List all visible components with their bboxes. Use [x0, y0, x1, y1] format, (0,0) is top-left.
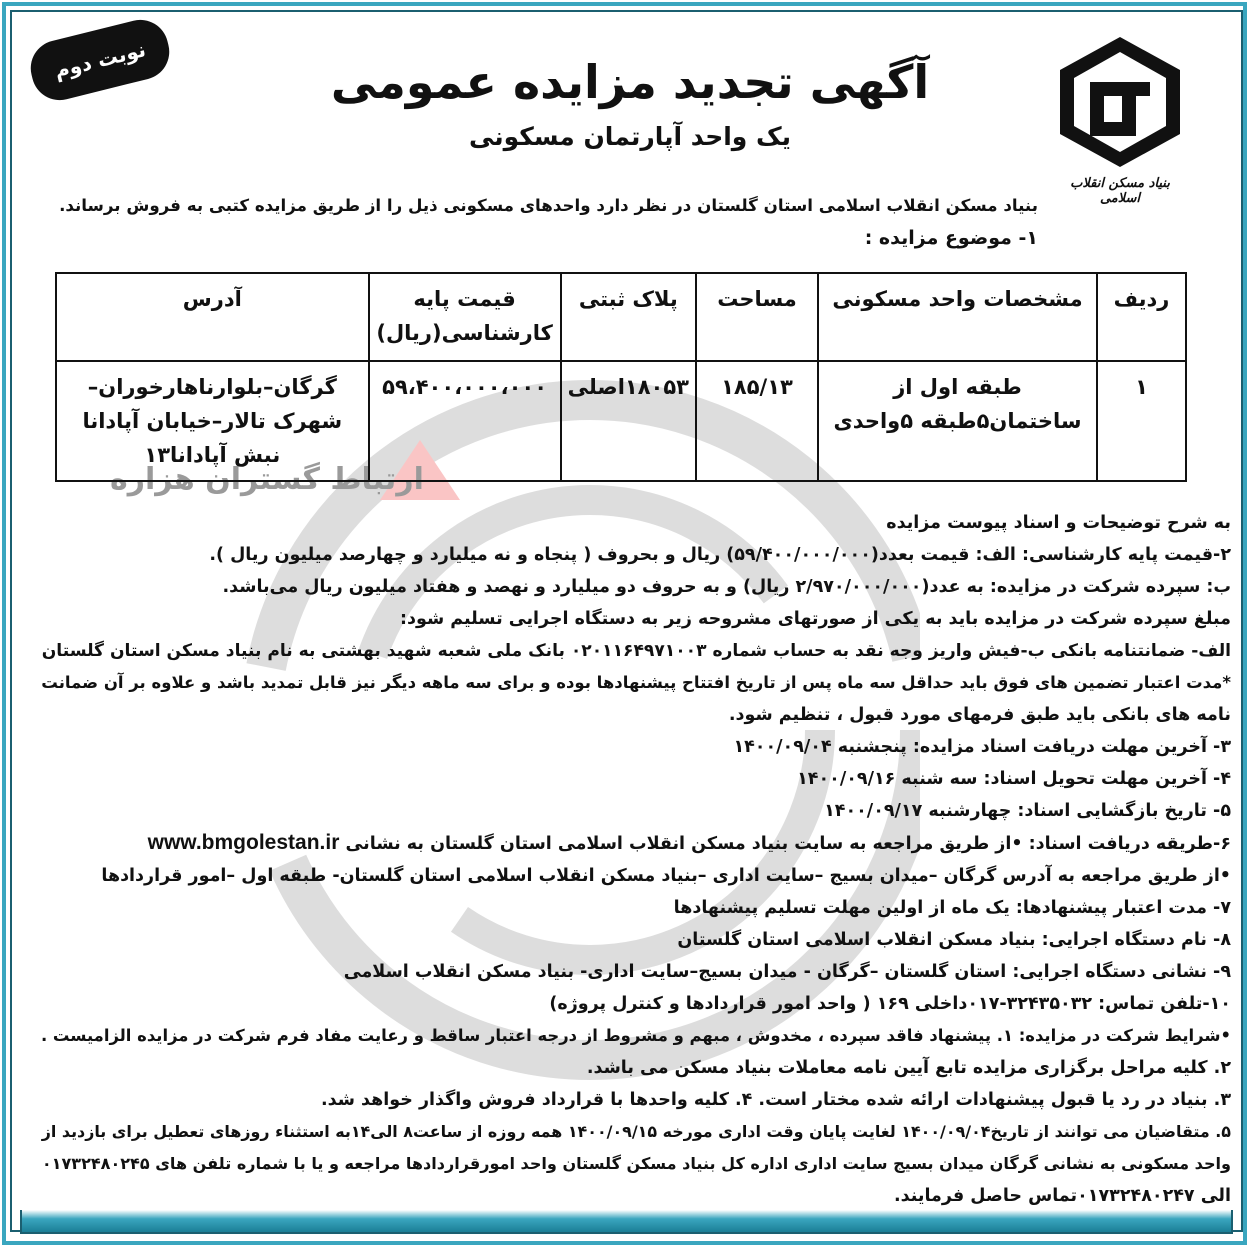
body-line: ۲. کلیه مراحل برگزاری مزایده تابع آیین نامه معاملات بنیاد مسکن می باشد. — [586, 1058, 1231, 1078]
foundation-logo — [1050, 32, 1190, 206]
cell-plate: ۱۸۰۵۳اصلی — [561, 361, 696, 481]
body-line: ۷- مدت اعتبار پیشنهادها: یک ماه از اولین مهلت تسلیم پیشنهادها — [673, 898, 1231, 918]
documents-method-text: ۶-طریقه دریافت اسناد: •از طریق مراجعه به سایت بنیاد مسکن انقلاب اسلامی استان گلستان به نشانی — [345, 834, 1231, 854]
body-line: ب: سپرده شرکت در مزایده: به عدد(۲/۹۷۰/۰۰۰/۰۰۰ ریال) و به حروف دو میلیارد و نهصد و هفتاد میلیون ریال می‌باشد. — [222, 577, 1231, 597]
body-line-documents — [16, 827, 1231, 860]
body-line: ۳. بنیاد در رد یا قبول پیشنهادات ارائه شده مختار است. ۴. کلیه واحدها با قرارداد فروش واگذار خواهد شد. — [320, 1090, 1231, 1110]
watermark-text: ارتباط گستران هزاره — [110, 462, 424, 497]
body-line: ۸- نام دستگاه اجرایی: بنیاد مسکن انقلاب اسلامی استان گلستان — [677, 930, 1231, 950]
intro-block — [38, 190, 1038, 254]
second-notice-badge: نوبت دوم — [25, 14, 175, 106]
body-line: ۱۰-تلفن تماس: ۳۲۴۳۵۰۳۲-۰۱۷داخلی ۱۶۹ ( واحد امور قراردادها و کنترل پروژه) — [549, 994, 1231, 1014]
header-address: آدرس — [56, 273, 369, 361]
table-row — [56, 361, 1186, 481]
cell-area: ۱۸۵/۱۳ — [696, 361, 818, 481]
cell-row-number: ۱ — [1097, 361, 1186, 481]
body-line: ۵. متقاضیان می توانند از تاریخ۱۴۰۰/۰۹/۰۴ لغایت پایان وقت اداری مورخه ۱۴۰۰/۰۹/۱۵ همه روزه از ساعت۸ الی۱۴به استثناء روزهای تعطیل برای بازدید از — [41, 1122, 1231, 1141]
body-line: ۳- آخرین مهلت دریافت اسناد مزایده: پنجشنبه ۱۴۰۰/۰۹/۰۴ — [733, 737, 1231, 757]
body-line: ۴- آخرین مهلت تحویل اسناد: سه شنبه ۱۴۰۰/۰۹/۱۶ — [797, 769, 1231, 789]
logo-caption: بنیاد مسکن انقلاب اسلامی — [1070, 176, 1170, 206]
subject-label: ۱- موضوع مزایده : — [864, 227, 1038, 249]
header-plate: پلاک ثبتی — [561, 273, 696, 361]
housing-foundation-logo-icon — [1050, 32, 1190, 172]
notice-body — [16, 507, 1231, 1212]
body-line: به شرح توضیحات و اسناد پیوست مزایده — [886, 513, 1231, 533]
body-line: ۵- تاریخ بازگشایی اسناد: چهارشنبه ۱۴۰۰/۰۹/۱۷ — [824, 801, 1231, 821]
auction-table — [55, 272, 1187, 482]
website-link[interactable]: www.bmgolestan.ir — [147, 831, 340, 854]
body-line: واحد مسکونی به نشانی گرگان میدان بسیج سایت اداری اداره کل بنیاد مسکن گلستان واحد امورقراردادها مراجعه و یا با شماره تلفن های ۰۱۷۳۲۴۸۰۲۴۵ — [41, 1154, 1231, 1173]
header-unit-specs: مشخصات واحد مسکونی — [818, 273, 1097, 361]
intro-text: بنیاد مسکن انقلاب اسلامی استان گلستان در نظر دارد واحدهای مسکونی ذیل را از طریق مزایده کتبی به فروش برساند. — [59, 196, 1038, 215]
body-line: ۲-قیمت پایه کارشناسی: الف: قیمت بعدد(۵۹/۴۰۰/۰۰۰/۰۰۰) ریال و بحروف ( پنجاه و نه میلیارد و چهارصد میلیون ریال ). — [209, 545, 1231, 565]
table-header-row — [56, 273, 1186, 361]
cell-unit-specs: طبقه اول از ساختمان۵طبقه ۵واحدی — [818, 361, 1097, 481]
body-line: *مدت اعتبار تضمین های فوق باید حداقل سه ماه پس از تاریخ افتتاح پیشنهادها بوده و برای سه ماهه دیگر نیز قابل تمدید باشد و علاوه بر آن ضمانت — [41, 673, 1231, 692]
body-line: الف- ضمانتنامه بانکی ب-فیش واریز وجه نقد به حساب شماره ۰۲۰۱۱۶۴۹۷۱۰۰۳ بانک ملی شعبه شهید بهشتی به نام بنیاد مسکن استان گلستان — [41, 641, 1231, 661]
header-row-number: ردیف — [1097, 273, 1186, 361]
body-line: •شرایط شرکت در مزایده: ۱. پیشنهاد فاقد سپرده ، مخدوش ، مبهم و مشروط از درجه اعتبار ساقط و رعایت مفاد فرم شرکت در مزایده الزامیست . — [40, 1026, 1231, 1045]
body-line: مبلغ سپرده شرکت در مزایده باید به یکی از صورتهای مشروحه زیر به دستگاه اجرایی تسلیم شود: — [400, 609, 1231, 629]
notice-subtitle: یک واحد آپارتمان مسکونی — [468, 122, 792, 151]
cell-base-price: ۵۹،۴۰۰،۰۰۰،۰۰۰ — [369, 361, 561, 481]
body-line: الی ۰۱۷۳۲۴۸۰۲۴۷تماس حاصل فرمایند. — [893, 1186, 1231, 1206]
header-area: مساحت — [696, 273, 818, 361]
body-line: ۹- نشانی دستگاه اجرایی: استان گلستان –گرگان - میدان بسیج–سایت اداری- بنیاد مسکن انقلاب اسلامی — [343, 962, 1231, 982]
notice-title: آگهی تجدید مزایده عمومی — [330, 55, 930, 109]
frame-bottom-border — [20, 1210, 1233, 1234]
cell-address: گرگان–بلوارناهارخوران–شهرک تالار–خیابان آپادانا نبش آپادانا۱۳ — [56, 361, 369, 481]
body-line: نامه های بانکی باید طبق فرمهای مورد قبول ، تنظیم شود. — [728, 705, 1231, 725]
header-base-price: قیمت پایه کارشناسی(ریال) — [369, 273, 561, 361]
body-line: •از طریق مراجعه به آدرس گرگان –میدان بسیج –سایت اداری –بنیاد مسکن انقلاب اسلامی استان گلستان- طبقه اول –امور قراردادها — [101, 866, 1231, 886]
